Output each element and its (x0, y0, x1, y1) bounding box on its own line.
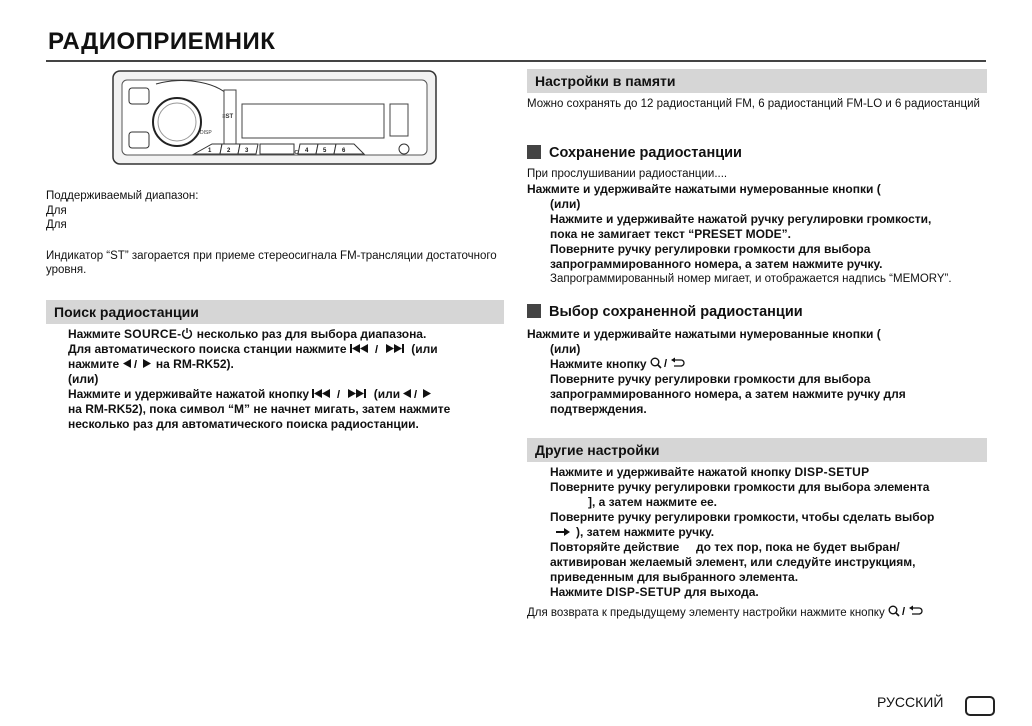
other-line-2: Поверните ручку регулировки громкости для выбора элемента (550, 480, 930, 494)
footer-language: РУССКИЙ (877, 694, 944, 710)
svg-text:/: / (414, 389, 418, 399)
select-line-5: запрограммированного номера, а затем нажмите ручку для (550, 387, 906, 401)
band-line-1: Для (46, 205, 67, 217)
title-rule (46, 60, 986, 62)
st-note-line-1: Индикатор “ST” загорается при приеме стереосигнала FM-трансляции достаточного (46, 250, 497, 262)
save-line-8: Запрограммированный номер мигает, и отображается надпись “MEMORY”. (550, 273, 952, 285)
search-back-icon (650, 357, 686, 369)
return-text: Для возврата к предыдущему элементу настройки нажмите кнопку / (527, 605, 924, 621)
select-station-header: Выбор сохраненной радиостанции (527, 304, 803, 320)
page-title: РАДИОПРИЕМНИК (48, 28, 276, 55)
other-line-1: Нажмите и удерживайте нажатой кнопку DISP-SETUP (550, 465, 870, 479)
other-settings-header: Другие настройки (527, 438, 987, 462)
svg-text:≡ST: ≡ST (222, 114, 234, 120)
search-back-icon (888, 605, 924, 617)
save-line-6: Поверните ручку регулировки громкости для выбора (550, 242, 871, 256)
arrow-right-icon (554, 527, 576, 537)
other-line-6: Повторяйте действие до тех пор, пока не будет выбран/ (550, 540, 900, 554)
search-step-6: на RM-RK52), пока символ “M” не начнет мигать, затем нажмите (68, 402, 451, 416)
search-step-or: (или) (68, 372, 99, 386)
memory-section-header: Настройки в памяти (527, 69, 987, 93)
svg-text:/: / (133, 359, 137, 369)
search-step-3: нажмите / на RM-RK52). (68, 357, 234, 371)
search-section-header: Поиск радиостанции (46, 300, 504, 324)
preset-5: 5 (323, 148, 327, 154)
other-line-8: приведенным для выбранного элемента. (550, 570, 799, 584)
preset-3: 3 (245, 148, 249, 154)
display-window (242, 104, 384, 138)
st-note-line-2: уровня. (46, 264, 87, 276)
save-station-header: Сохранение радиостанции (527, 145, 742, 161)
disp-label: DISP (200, 130, 212, 136)
other-line-7: активирован желаемый элемент, или следуйте инструкциям, (550, 555, 916, 569)
other-line-4: Поверните ручку регулировки громкости, чтобы сделать выбор (550, 510, 935, 524)
band-line-2: Для (46, 219, 67, 231)
save-line-4: Нажмите и удерживайте нажатой ручку регулировки громкости, (550, 212, 932, 226)
save-line-5: пока не замигает текст “PRESET MODE”. (550, 227, 791, 241)
other-line-9: Нажмите DISP-SETUP для выхода. (550, 585, 759, 599)
select-line-3: Нажмите кнопку / (550, 357, 686, 372)
select-line-1: Нажмите и удерживайте нажатыми нумерованные кнопки ( (527, 327, 881, 341)
preset-6: 6 (342, 148, 346, 154)
other-line-5: ), затем нажмите ручку. (554, 525, 714, 540)
power-icon (181, 327, 193, 339)
preset-1: 1 (208, 148, 212, 154)
svg-text:/: / (663, 358, 667, 369)
memory-text: Можно сохранять до 12 радиостанций FM, 6 радиостанций FM-LO и 6 радиостанций (527, 98, 980, 110)
search-step-2: Для автоматического поиска станции нажмите / (или (68, 342, 438, 356)
page-number-box (965, 696, 995, 716)
square-bullet-icon (527, 145, 541, 159)
search-step-5: Нажмите и удерживайте нажатой кнопку / (или / (68, 387, 433, 402)
select-line-2: (или) (550, 342, 581, 356)
save-line-2: Нажмите и удерживайте нажатыми нумерованные кнопки ( (527, 182, 881, 196)
radio-unit-illustration (112, 70, 438, 166)
save-line-7: запрограммированного номера, а затем нажмите ручку. (550, 257, 883, 271)
search-step-7: несколько раз для автоматического поиска радиостанции. (68, 417, 419, 431)
svg-text:/: / (901, 606, 905, 617)
left-right-arrows-icon (123, 358, 153, 369)
seek-buttons-icon (312, 388, 370, 399)
select-line-4: Поверните ручку регулировки громкости для выбора (550, 372, 871, 386)
save-line-3: (или) (550, 197, 581, 211)
search-step-1: Нажмите SOURCE- несколько раз для выбора диапазона. (68, 327, 427, 341)
other-line-3: ], а затем нажмите ее. (588, 495, 718, 509)
left-right-arrows-icon (403, 388, 433, 399)
seek-buttons-icon (350, 343, 408, 354)
band-label: Поддерживаемый диапазон: (46, 190, 199, 202)
save-line-1: При прослушивании радиостанции.... (527, 168, 728, 180)
select-line-6: подтверждения. (550, 402, 647, 416)
eject-button-illustration (129, 88, 149, 104)
preset-4: 4 (305, 148, 309, 154)
svg-text:/: / (337, 389, 341, 399)
svg-text:/: / (374, 344, 378, 354)
preset-2: 2 (227, 148, 231, 154)
volume-knob (153, 98, 201, 146)
square-bullet-icon (527, 304, 541, 318)
